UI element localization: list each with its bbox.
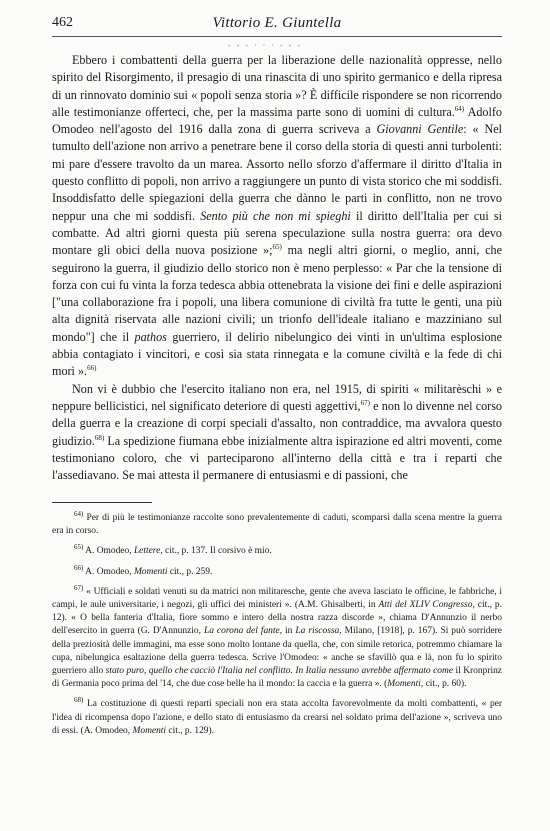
footnote-ref: 66) (87, 364, 97, 373)
footnote-ref: 67) (360, 398, 370, 407)
emphasis: Sento più che non mi spieghi (200, 208, 351, 223)
footnote-ref: 68) (94, 433, 105, 442)
page-header (52, 15, 502, 33)
footnote: $^{67)}$ « Ufficiali e soldati venuti su da matrici non militaresche, gente che aveva lasciato le officine, le fabbriche, i campi, le aule universitarie, i negozi, gli uffici dei ministeri ». (A.M. Ghisalberti, in Atti del XLIV Congresso, cit., p. 12). « O bella fanteria d'Italia, fiore sommo e intero della nostra razza discorde », chiama D'Annunzio il nerbo dell'esercito in guerra (G. D'Annunzio, La corona del fante, in La riscossa, Milano, [1918], p. 167). Si può sorridere della preziosità delle immagini, ma esse sono molto lontane da quella, che, con simile retorica, potremmo chiamare la cupa, nibelungica esaltazione della guerra tedesca. Scrive l'Omodeo: « anche se sfavillò qua e là, non fu lo spirito guerriero allo stato puro, quello che cacciò l'Italia nel conflitto. In Italia nessuno avrebbe affermato come il Kronprinz di Germania poco prima del '14, che due cose belle ha il mondo: la caccia e la guerra ». (Momenti, cit., p. 60). (52, 583, 503, 690)
footnote-rule (52, 502, 152, 503)
header-rule (52, 36, 502, 37)
footnotes (52, 509, 503, 745)
footnote: $^{65)}$ A. Omodeo, Lettere, cit., p. 137. Il corsivo è mio. (74, 543, 272, 557)
main-text (52, 52, 502, 484)
header-ornament: - - - · · · - - - (228, 41, 302, 50)
emphasis: pathos (134, 329, 167, 344)
footnote: $^{68)}$ La costituzione di questi reparti speciali non era stata accolta favorevolmente da molti combattenti, « per l'idea di ricompensa dopo l'azione, e dello stato di entusiasmo da crearsi nel soldato prima dell'azione », scriveva uno di essi. (A. Omodeo, Momenti cit., p. 129). (52, 696, 502, 736)
paragraph: Non vi è dubbio che l'esercito italiano non era, nel 1915, di spiriti « militarèschi » e neppure bellicistici, nel significato deteriore di questi aggettivi,$^{67)}$ e non lo divenne nel corso della guerra e la creazione di corpi speciali d'assalto, non contraddice, ma avvalora questo giudizio.$^{68)}$ La spedizione fiumana ebbe inizialmente altra ispirazione ed altri moventi, come testimoniano coloro, che vi parteciparono all'interno della città e tra i reparti che l'assediavano. Se mai attesta il permanere di entusiasmi e di passioni, che (52, 381, 502, 483)
footnote-ref: 65) (272, 243, 282, 252)
footnote-ref: 64) (454, 104, 465, 113)
footnote: $^{66)}$ A. Omodeo, Momenti cit., p. 259. (74, 563, 213, 577)
running-head: Vittorio E. Giuntella (212, 15, 342, 31)
paragraph: Ebbero i combattenti della guerra per la liberazione delle nazionalità oppresse, nello spirito del Risorgimento, il presagio di una rinascita di uno spirito germanico e della ripresa di un rinnovato dominio sui « popoli senza storia »? È difficile rispondere se non ricorrendo alle testimonianze offerteci, che, per la massima parte sono di uomini di cultura.$^{64)}$ Adolfo Omodeo nell'agosto del 1916 dalla zona di guerra scriveva a Giovanni Gentile: « Nel tumulto dell'azione non arrivo a penetrare bene il corso della storia di questi anni turbolenti: mi pare d'essere travolto da un marea. Assorto nello sforzo d'affermare il diritto d'Italia in questo conflitto di popoli, non arrivo a raggiungere un punto di vista storico che mi soddisfi. Insoddisfatto delle spiegazioni della guerra che dànno le parti in conflitto, non ne trovo neppur una che mi soddisfi. Sento più che non mi spieghi il diritto dell'Italia per cui si combatte. Ad altri giorni questa più serena speculazione sulla nostra guerra: ora devo montare gli obici della nuova posizione »;$^{65)}$ ma negli altri giorni, o meglio, anni, che seguirono la guerra, il giudizio dello storico non è meno perplesso: « Par che la tensione di forza con cui fu vinta la forza tedesca abbia ottenebrata la visione dei fini e delle aspirazioni ["una collaborazione fra i popoli, una libera comunione di civiltà fra tutte le genti, una più alta dignità riservata alle nazioni civili; un trionfo dell'ideale italiano e mazziniano sul mondo"] che il pathos guerriero, il delirio nibelungico dei vinti in un'ultima esplosione abbia contagiato i vincitori, e così sia stata rinnegata e la comune civiltà e la fede di chi morì ».$^{66)}$ (52, 53, 503, 379)
person-name: Giovanni Gentile (376, 122, 464, 137)
page-number: 462 (52, 15, 73, 30)
footnote: $^{64)}$ Per di più le testimonianze raccolte sono prevalentemente di caduti, scomparsi dalla scena mentre la guerra era in corso. (52, 509, 502, 537)
